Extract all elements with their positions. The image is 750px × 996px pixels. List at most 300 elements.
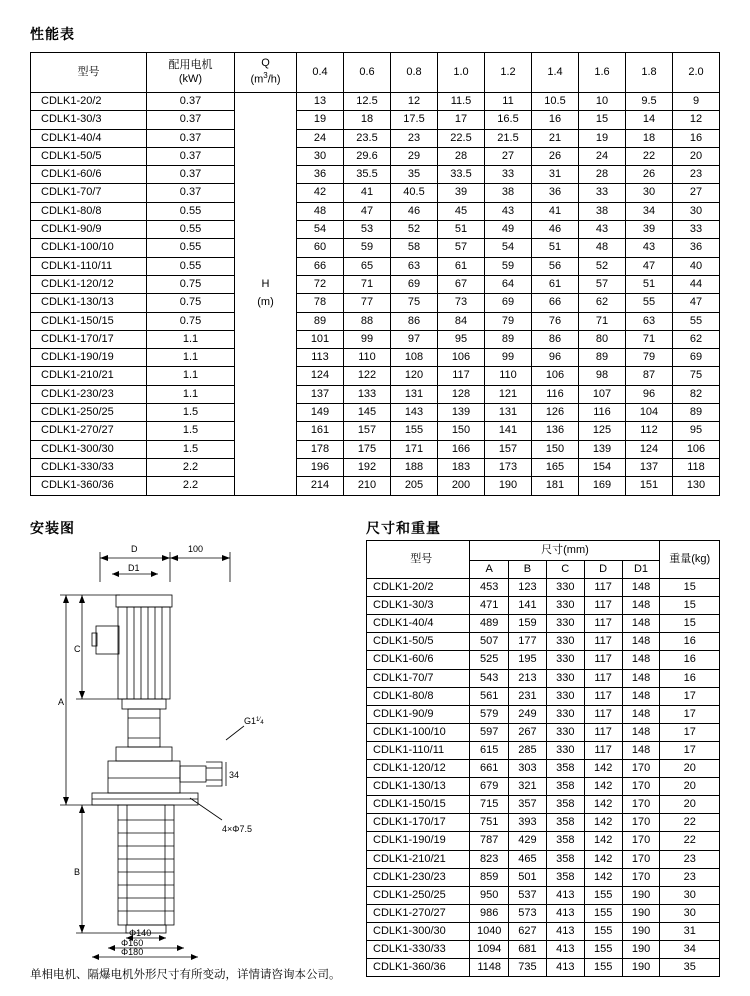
row-weight: 35	[660, 959, 720, 977]
row-model: CDLK1-40/4	[31, 129, 147, 147]
row-dim-a: 715	[470, 796, 509, 814]
row-head-value: 10.5	[532, 93, 579, 111]
row-head-value: 113	[297, 349, 344, 367]
row-head-value: 118	[673, 458, 720, 476]
row-dim-a: 950	[470, 886, 509, 904]
row-dim-a: 986	[470, 904, 509, 922]
row-model: CDLK1-70/7	[31, 184, 147, 202]
label-thread: $G1^1⁄_4$	[244, 716, 264, 726]
row-head-value: 41	[532, 202, 579, 220]
row-head-value: 22.5	[438, 129, 485, 147]
table-row	[367, 579, 720, 597]
row-head-value: 47	[673, 294, 720, 312]
row-head-value: 121	[485, 385, 532, 403]
row-dim-c: 413	[546, 904, 584, 922]
row-dim-b: 177	[508, 633, 546, 651]
row-dim-c: 413	[546, 959, 584, 977]
row-model: CDLK1-80/8	[367, 687, 470, 705]
row-head-value: 183	[438, 458, 485, 476]
table-row	[367, 796, 720, 814]
row-head-value: 40.5	[391, 184, 438, 202]
row-weight: 17	[660, 741, 720, 759]
row-dim-b: 303	[508, 760, 546, 778]
row-dim-a: 1094	[470, 940, 509, 958]
row-head-value: 86	[532, 330, 579, 348]
row-head-value: 99	[344, 330, 391, 348]
row-motor-power: 1.1	[147, 349, 235, 367]
row-head-value: 71	[626, 330, 673, 348]
row-head-value: 131	[391, 385, 438, 403]
table-row	[367, 886, 720, 904]
row-head-value: 196	[297, 458, 344, 476]
row-head-value: 62	[673, 330, 720, 348]
row-head-value: 48	[579, 239, 626, 257]
row-weight: 20	[660, 796, 720, 814]
table-row	[367, 778, 720, 796]
table-row	[31, 129, 720, 147]
row-model: CDLK1-120/12	[31, 275, 147, 293]
row-head-value: 69	[391, 275, 438, 293]
row-head-value: 10	[579, 93, 626, 111]
row-head-value: 124	[297, 367, 344, 385]
table-row	[367, 868, 720, 886]
row-head-value: 20	[673, 147, 720, 165]
row-head-value: 143	[391, 404, 438, 422]
row-model: CDLK1-110/11	[367, 741, 470, 759]
label-C: C	[74, 644, 81, 654]
row-head-value: 12.5	[344, 93, 391, 111]
row-head-value: 99	[485, 349, 532, 367]
row-weight: 16	[660, 633, 720, 651]
row-dim-b: 213	[508, 669, 546, 687]
row-dim-d1: 170	[622, 832, 660, 850]
row-model: CDLK1-210/21	[31, 367, 147, 385]
row-head-value: 173	[485, 458, 532, 476]
row-weight: 23	[660, 850, 720, 868]
row-head-value: 11.5	[438, 93, 485, 111]
row-head-value: 106	[673, 440, 720, 458]
row-dim-c: 358	[546, 778, 584, 796]
row-model: CDLK1-130/13	[367, 778, 470, 796]
row-model: CDLK1-170/17	[31, 330, 147, 348]
performance-table	[30, 52, 720, 496]
row-head-value: 23	[673, 166, 720, 184]
row-head-value: 137	[626, 458, 673, 476]
row-dim-b: 321	[508, 778, 546, 796]
label-D: D	[131, 544, 138, 554]
row-head-value: 192	[344, 458, 391, 476]
row-dim-a: 471	[470, 597, 509, 615]
row-head-value: 84	[438, 312, 485, 330]
row-head-value: 155	[391, 422, 438, 440]
row-dim-d: 117	[584, 687, 622, 705]
row-dim-c: 330	[546, 651, 584, 669]
row-dim-c: 413	[546, 940, 584, 958]
row-model: CDLK1-90/9	[31, 221, 147, 239]
row-head-value: 75	[391, 294, 438, 312]
table-row	[31, 275, 720, 293]
row-head-value: 125	[579, 422, 626, 440]
row-dim-a: 561	[470, 687, 509, 705]
row-model: CDLK1-270/27	[31, 422, 147, 440]
table-row	[31, 111, 720, 129]
label-B: B	[74, 867, 81, 877]
table-row	[367, 922, 720, 940]
row-head-value: 31	[532, 166, 579, 184]
row-dim-b: 501	[508, 868, 546, 886]
table-row	[31, 440, 720, 458]
table-row	[31, 458, 720, 476]
row-head-value: 28	[579, 166, 626, 184]
header-flow-1.4: 1.4	[532, 53, 579, 93]
row-dim-a: 823	[470, 850, 509, 868]
row-model: CDLK1-120/12	[367, 760, 470, 778]
row-head-value: 34	[626, 202, 673, 220]
row-motor-power: 0.37	[147, 111, 235, 129]
row-weight: 15	[660, 597, 720, 615]
row-head-value: 66	[297, 257, 344, 275]
row-head-value: 16	[673, 129, 720, 147]
row-weight: 30	[660, 904, 720, 922]
row-head-value: 49	[485, 221, 532, 239]
row-head-value: 59	[485, 257, 532, 275]
row-dim-d: 142	[584, 832, 622, 850]
row-head-value: 9.5	[626, 93, 673, 111]
row-head-value: 54	[485, 239, 532, 257]
row-dim-d: 117	[584, 705, 622, 723]
row-head-value: 23	[391, 129, 438, 147]
row-head-value: 15	[579, 111, 626, 129]
row-head-value: 120	[391, 367, 438, 385]
row-head-value: 214	[297, 477, 344, 495]
table-row	[31, 477, 720, 495]
row-head-value: 35.5	[344, 166, 391, 184]
row-model: CDLK1-40/4	[367, 615, 470, 633]
row-dim-d1: 170	[622, 796, 660, 814]
row-weight: 22	[660, 814, 720, 832]
row-motor-power: 1.1	[147, 330, 235, 348]
row-head-value: 36	[532, 184, 579, 202]
row-model: CDLK1-60/6	[367, 651, 470, 669]
row-model: CDLK1-230/23	[31, 385, 147, 403]
row-dim-d: 142	[584, 796, 622, 814]
row-head-value: 30	[297, 147, 344, 165]
row-head-value: 145	[344, 404, 391, 422]
row-dim-c: 330	[546, 669, 584, 687]
row-head-value: 101	[297, 330, 344, 348]
row-head-value: 30	[673, 202, 720, 220]
row-dim-d: 155	[584, 959, 622, 977]
table-row	[367, 633, 720, 651]
row-model: CDLK1-30/3	[367, 597, 470, 615]
row-model: CDLK1-30/3	[31, 111, 147, 129]
row-head-value: 117	[438, 367, 485, 385]
row-head-value: 66	[532, 294, 579, 312]
row-motor-power: 0.37	[147, 166, 235, 184]
row-head-value: 96	[532, 349, 579, 367]
row-head-value: 63	[626, 312, 673, 330]
row-head-value: 107	[579, 385, 626, 403]
row-head-value: 108	[391, 349, 438, 367]
row-head-value: 39	[626, 221, 673, 239]
row-head-value: 205	[391, 477, 438, 495]
row-head-value: 21	[532, 129, 579, 147]
row-dim-b: 537	[508, 886, 546, 904]
row-head-value: 33	[485, 166, 532, 184]
row-dim-d1: 148	[622, 579, 660, 597]
row-head-value: 51	[438, 221, 485, 239]
table-row	[31, 330, 720, 348]
table-row	[31, 221, 720, 239]
row-head-value: 124	[626, 440, 673, 458]
row-model: CDLK1-170/17	[367, 814, 470, 832]
row-head-value: 136	[532, 422, 579, 440]
row-head-value: 95	[673, 422, 720, 440]
row-model: CDLK1-190/19	[367, 832, 470, 850]
row-model: CDLK1-250/25	[31, 404, 147, 422]
table-row	[31, 257, 720, 275]
row-head-value: 72	[297, 275, 344, 293]
row-dim-d1: 148	[622, 741, 660, 759]
row-head-value: 55	[673, 312, 720, 330]
row-dim-d: 155	[584, 904, 622, 922]
row-dim-d1: 170	[622, 850, 660, 868]
row-head-value: 166	[438, 440, 485, 458]
row-head-value: 23.5	[344, 129, 391, 147]
table-row	[31, 404, 720, 422]
row-dim-a: 751	[470, 814, 509, 832]
row-head-value: 128	[438, 385, 485, 403]
header-dim-B: B	[508, 561, 546, 579]
row-head-value: 139	[438, 404, 485, 422]
table-row	[367, 651, 720, 669]
table-row	[31, 312, 720, 330]
row-dim-b: 123	[508, 579, 546, 597]
row-motor-power: 0.55	[147, 221, 235, 239]
row-dim-d: 117	[584, 669, 622, 687]
row-dim-b: 249	[508, 705, 546, 723]
row-head-value: 16.5	[485, 111, 532, 129]
row-dim-d1: 190	[622, 904, 660, 922]
row-head-value: 29	[391, 147, 438, 165]
row-head-value: 86	[391, 312, 438, 330]
row-head-value: 52	[391, 221, 438, 239]
header-flow-0.8: 0.8	[391, 53, 438, 93]
row-dim-b: 195	[508, 651, 546, 669]
row-dim-d: 117	[584, 741, 622, 759]
row-head-value: 26	[532, 147, 579, 165]
row-dim-a: 489	[470, 615, 509, 633]
row-dim-c: 358	[546, 868, 584, 886]
row-head-value: 22	[626, 147, 673, 165]
row-model: CDLK1-300/30	[367, 922, 470, 940]
row-head-value: 11	[485, 93, 532, 111]
row-dim-d: 155	[584, 940, 622, 958]
row-head-value: 12	[673, 111, 720, 129]
row-weight: 17	[660, 723, 720, 741]
row-dim-b: 159	[508, 615, 546, 633]
row-head-value: 95	[438, 330, 485, 348]
row-motor-power: 0.75	[147, 275, 235, 293]
row-head-value: 150	[438, 422, 485, 440]
row-dim-d1: 170	[622, 814, 660, 832]
row-model: CDLK1-230/23	[367, 868, 470, 886]
row-weight: 17	[660, 705, 720, 723]
row-motor-power: 0.55	[147, 257, 235, 275]
row-dim-a: 1040	[470, 922, 509, 940]
row-dim-d1: 148	[622, 669, 660, 687]
row-head-value: 36	[673, 239, 720, 257]
label-34: 34	[229, 770, 240, 780]
table-row	[367, 687, 720, 705]
row-weight: 20	[660, 760, 720, 778]
row-dim-d1: 190	[622, 886, 660, 904]
row-head-value: 30	[626, 184, 673, 202]
row-head-value: 150	[532, 440, 579, 458]
row-head-value: 29.6	[344, 147, 391, 165]
dimensions-table	[366, 540, 720, 977]
row-head-value: 106	[532, 367, 579, 385]
header-flow-1.2: 1.2	[485, 53, 532, 93]
row-dim-d: 117	[584, 723, 622, 741]
table-row	[31, 367, 720, 385]
row-motor-power: 0.55	[147, 239, 235, 257]
label-phi160: Φ160	[121, 938, 144, 948]
row-motor-power: 0.55	[147, 202, 235, 220]
row-head-value: 79	[626, 349, 673, 367]
header-flow-2.0: 2.0	[673, 53, 720, 93]
row-dim-b: 285	[508, 741, 546, 759]
row-head-value: 71	[344, 275, 391, 293]
row-head-value: 139	[579, 440, 626, 458]
row-dim-c: 330	[546, 705, 584, 723]
row-head-value: 122	[344, 367, 391, 385]
row-model: CDLK1-100/10	[367, 723, 470, 741]
row-model: CDLK1-190/19	[31, 349, 147, 367]
table-row	[31, 385, 720, 403]
row-head-value: 24	[579, 147, 626, 165]
row-dim-c: 330	[546, 723, 584, 741]
row-dim-d1: 148	[622, 633, 660, 651]
row-model: CDLK1-150/15	[31, 312, 147, 330]
row-head-value: 44	[673, 275, 720, 293]
row-head-value: 43	[579, 221, 626, 239]
row-dim-c: 330	[546, 579, 584, 597]
header-weight: 重量(kg)	[660, 541, 720, 579]
row-head-value: 17.5	[391, 111, 438, 129]
row-weight: 23	[660, 868, 720, 886]
table-row	[31, 349, 720, 367]
row-head-value: 45	[438, 202, 485, 220]
installation-section-title: 安装图	[30, 520, 75, 536]
row-head-value: 116	[579, 404, 626, 422]
table-row	[367, 741, 720, 759]
row-head-value: 18	[344, 111, 391, 129]
row-dim-b: 231	[508, 687, 546, 705]
row-head-value: 24	[297, 129, 344, 147]
table-row	[31, 294, 720, 312]
head-unit-cell: H (m)	[235, 93, 297, 496]
row-dim-d1: 148	[622, 651, 660, 669]
table-row	[31, 147, 720, 165]
row-motor-power: 0.37	[147, 129, 235, 147]
row-head-value: 33	[673, 221, 720, 239]
row-dim-d: 117	[584, 579, 622, 597]
row-dim-b: 465	[508, 850, 546, 868]
row-head-value: 171	[391, 440, 438, 458]
row-head-value: 89	[579, 349, 626, 367]
row-dim-c: 330	[546, 633, 584, 651]
row-dim-d: 142	[584, 760, 622, 778]
row-head-value: 151	[626, 477, 673, 495]
row-dim-a: 1148	[470, 959, 509, 977]
row-model: CDLK1-360/36	[31, 477, 147, 495]
row-dim-c: 330	[546, 615, 584, 633]
row-head-value: 47	[344, 202, 391, 220]
row-head-value: 33.5	[438, 166, 485, 184]
row-weight: 16	[660, 651, 720, 669]
row-head-value: 33	[579, 184, 626, 202]
row-head-value: 89	[673, 404, 720, 422]
row-head-value: 13	[297, 93, 344, 111]
row-motor-power: 0.37	[147, 184, 235, 202]
row-dim-c: 358	[546, 850, 584, 868]
label-phi180: Φ180	[121, 947, 144, 957]
row-head-value: 64	[485, 275, 532, 293]
row-head-value: 178	[297, 440, 344, 458]
installation-drawing	[30, 540, 360, 960]
row-head-value: 63	[391, 257, 438, 275]
row-dim-c: 330	[546, 741, 584, 759]
row-head-value: 38	[579, 202, 626, 220]
row-head-value: 27	[673, 184, 720, 202]
row-head-value: 175	[344, 440, 391, 458]
row-dim-a: 679	[470, 778, 509, 796]
row-dim-b: 357	[508, 796, 546, 814]
row-head-value: 77	[344, 294, 391, 312]
table-row	[367, 940, 720, 958]
row-head-value: 67	[438, 275, 485, 293]
performance-section-title: 性能表	[30, 26, 75, 42]
row-dim-a: 525	[470, 651, 509, 669]
row-head-value: 61	[532, 275, 579, 293]
header-flow-0.6: 0.6	[344, 53, 391, 93]
row-head-value: 9	[673, 93, 720, 111]
row-head-value: 73	[438, 294, 485, 312]
header-dimensions-group: 尺寸(mm)	[470, 541, 660, 561]
row-model: CDLK1-130/13	[31, 294, 147, 312]
table-row	[367, 832, 720, 850]
row-dim-d1: 170	[622, 868, 660, 886]
row-model: CDLK1-110/11	[31, 257, 147, 275]
pump-outline-svg	[30, 540, 360, 960]
table-row	[367, 850, 720, 868]
label-D1: D1	[128, 563, 140, 573]
row-model: CDLK1-300/30	[31, 440, 147, 458]
header-dim-D1: D1	[622, 561, 660, 579]
row-dim-a: 859	[470, 868, 509, 886]
row-dim-b: 573	[508, 904, 546, 922]
row-head-value: 154	[579, 458, 626, 476]
row-head-value: 19	[297, 111, 344, 129]
row-dim-b: 141	[508, 597, 546, 615]
row-head-value: 27	[485, 147, 532, 165]
row-head-value: 48	[297, 202, 344, 220]
row-dim-c: 358	[546, 796, 584, 814]
header-flow-1.8: 1.8	[626, 53, 673, 93]
row-weight: 20	[660, 778, 720, 796]
row-dim-a: 661	[470, 760, 509, 778]
